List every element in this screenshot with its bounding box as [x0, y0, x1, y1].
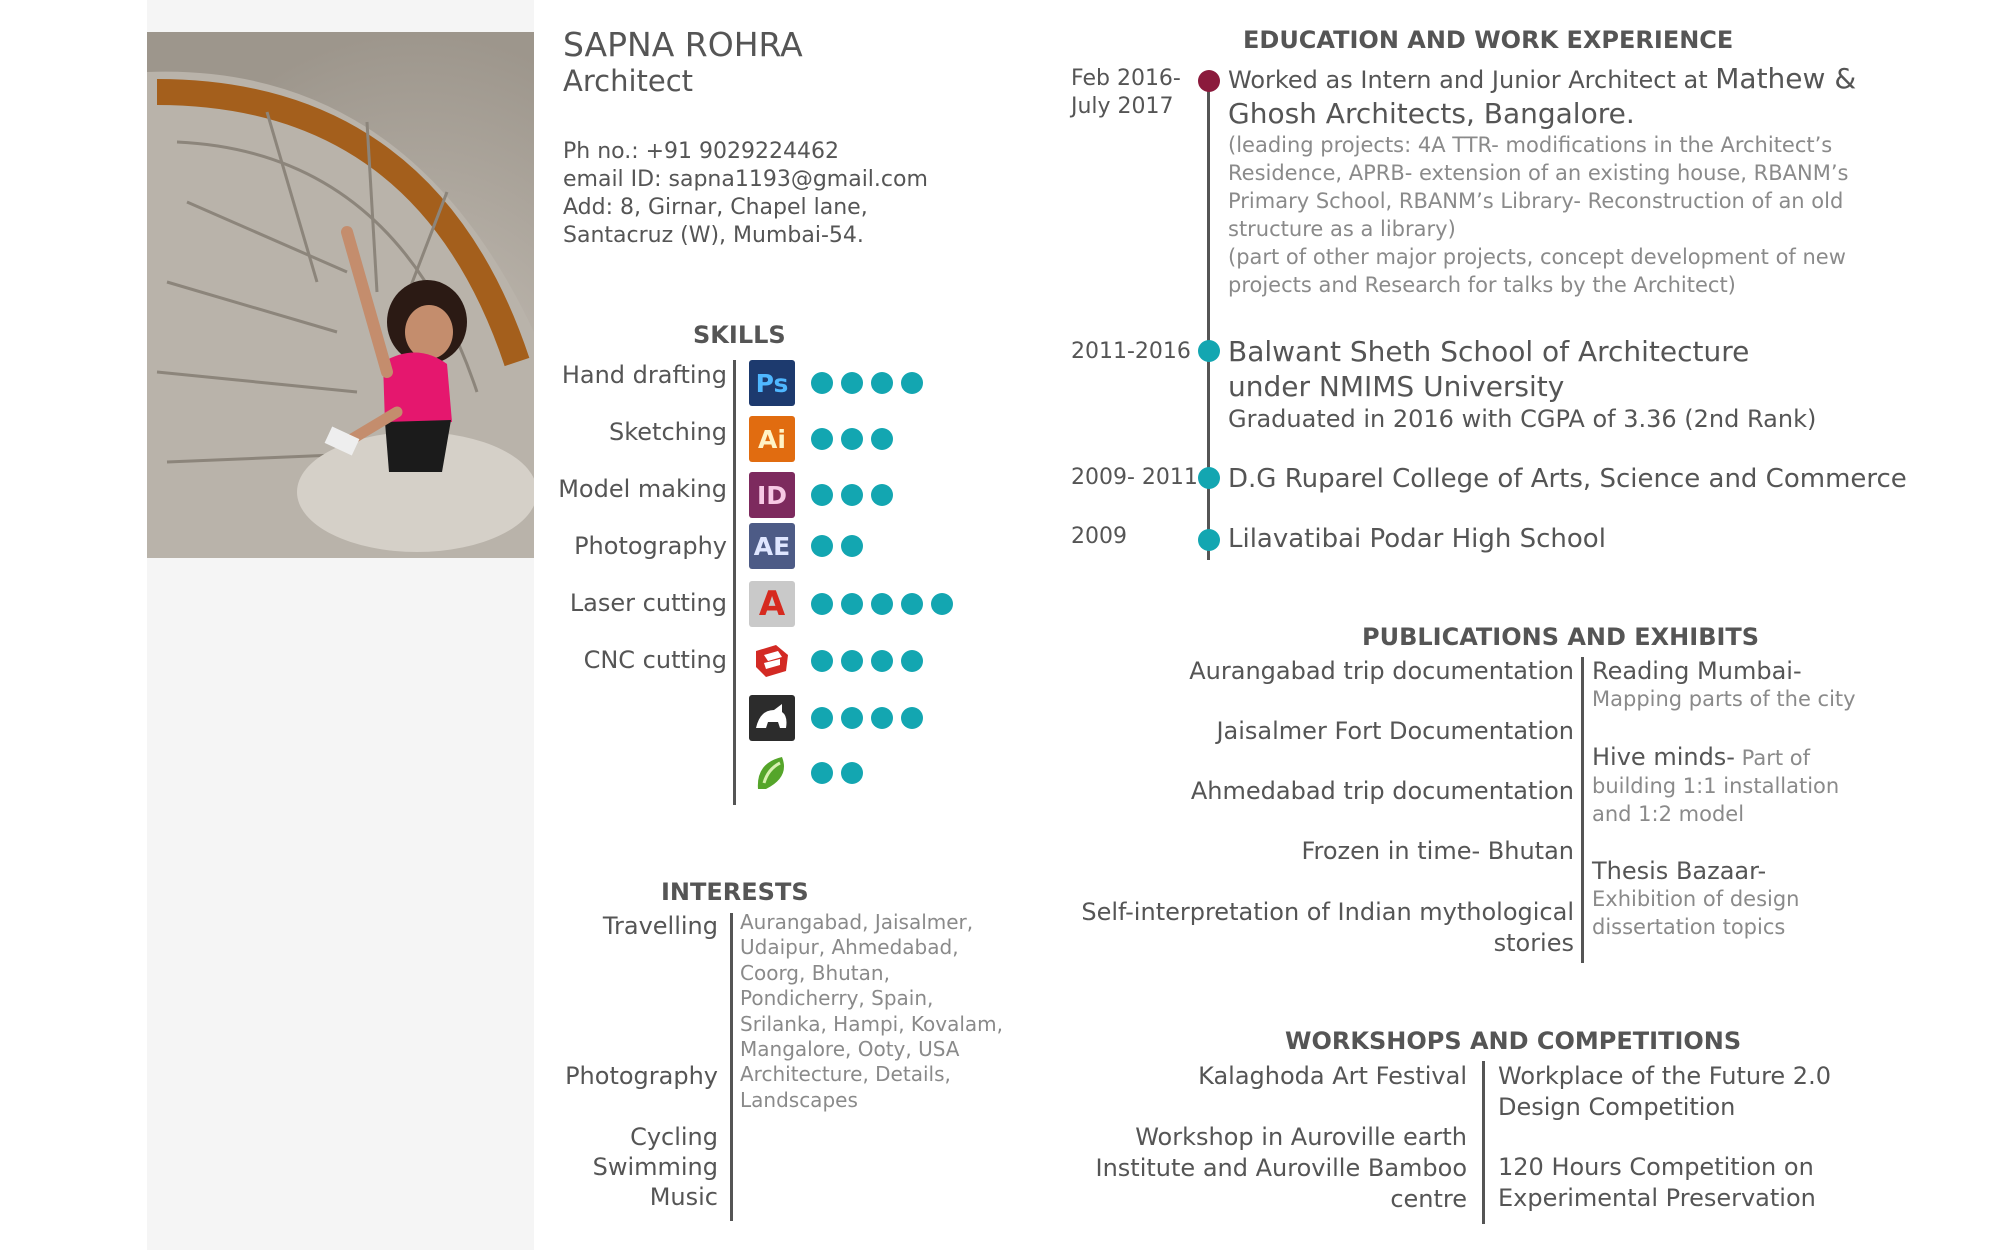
skill-sketching: Sketching — [609, 418, 727, 446]
bssa-detail: Graduated in 2016 with CGPA of 3.36 (2nd Rank) — [1228, 405, 1817, 433]
interest-music: Music — [649, 1183, 718, 1211]
travel-place-line: Udaipur, Ahmedabad, — [740, 935, 959, 960]
work-title-line2: Ghosh Architects, Bangalore. — [1228, 97, 1635, 130]
photography-topic-line: Architecture, Details, — [740, 1062, 951, 1087]
interest-details — [740, 910, 1003, 1113]
skill-rating-dot — [811, 484, 833, 506]
skill-model-making: Model making — [558, 475, 727, 503]
exhibit-subtitle: and 1:2 model — [1592, 802, 1745, 826]
candidate-name: SAPNA ROHRA — [563, 25, 803, 64]
pub-mythological-line2: stories — [1493, 929, 1574, 957]
exhibit-hive-minds — [1592, 743, 1839, 828]
work-title-prefix: Worked as Intern and Junior Architect at — [1228, 66, 1716, 94]
after-effects-icon: AE — [749, 523, 795, 569]
skills-divider — [733, 360, 736, 805]
skill-rating-dot — [901, 650, 923, 672]
bssa-title-line2: under NMIMS University — [1228, 370, 1565, 403]
skill-rating-dot — [811, 428, 833, 450]
workshop-auroville-line: Workshop in Auroville earth — [1135, 1123, 1467, 1151]
publications-heading: PUBLICATIONS AND EXHIBITS — [1362, 623, 1760, 651]
exhibit-title: Hive minds- — [1592, 743, 1735, 771]
exhibit-title: Reading Mumbai- — [1592, 657, 1802, 685]
workshop-kalaghoda: Kalaghoda Art Festival — [1198, 1062, 1467, 1090]
interest-others — [593, 1122, 718, 1212]
work-details — [1228, 131, 1848, 299]
interest-photography: Photography — [565, 1062, 718, 1090]
workshops-heading: WORKSHOPS AND COMPETITIONS — [1285, 1027, 1742, 1055]
ruparel-title: D.G Ruparel College of Arts, Science and Commerce — [1228, 464, 1907, 494]
competition-line: Experimental Preservation — [1498, 1184, 1816, 1212]
skill-rating-dot — [811, 650, 833, 672]
interest-swimming: Swimming — [592, 1153, 718, 1181]
skill-rating-dot — [901, 593, 923, 615]
travel-place-line: Pondicherry, Spain, — [740, 986, 934, 1011]
travel-place-line: Aurangabad, Jaisalmer, — [740, 910, 974, 934]
competition-line: Design Competition — [1498, 1093, 1736, 1121]
spiral-staircase-photo — [147, 32, 534, 558]
address-line-1: Add: 8, Girnar, Chapel lane, — [563, 195, 868, 220]
address-line-2: Santacruz (W), Mumbai-54. — [563, 223, 864, 248]
exhibit-subtitle: Exhibition of design — [1592, 887, 1800, 911]
date-ruparel: 2009- 2011 — [1071, 465, 1198, 490]
skill-rating-dot — [811, 535, 833, 557]
competition-workplace — [1498, 1061, 1831, 1123]
travel-place-line: Srilanka, Hampi, Kovalam, — [740, 1011, 1004, 1036]
photoshop-icon: Ps — [749, 360, 795, 406]
timeline-dot-ruparel — [1198, 467, 1220, 489]
pub-bhutan: Frozen in time- Bhutan — [1301, 837, 1574, 865]
skill-rating-dot — [841, 707, 863, 729]
date-bssa: 2011-2016 — [1071, 339, 1191, 364]
email-address: email ID: sapna1193@gmail.com — [563, 167, 928, 192]
skill-hand-drafting: Hand drafting — [561, 361, 727, 389]
skill-rating-dot — [811, 707, 833, 729]
interest-cycling: Cycling — [630, 1123, 718, 1151]
phone-number: Ph no.: +91 9029224462 — [563, 139, 840, 164]
pub-mythological-line1: Self-interpretation of Indian mythological — [1081, 898, 1574, 926]
work-detail-line: Residence, APRB- extension of an existing house, RBANM’s — [1228, 161, 1849, 185]
pub-mythological — [1081, 897, 1574, 959]
date-end: July 2017 — [1071, 94, 1174, 119]
work-detail-line: structure as a library) — [1228, 217, 1456, 241]
skill-rating-dot — [811, 372, 833, 394]
skill-rating-dot — [841, 650, 863, 672]
autocad-icon: A — [749, 581, 795, 627]
workshop-auroville — [1096, 1122, 1467, 1215]
exhibit-subtitle: building 1:1 installation — [1592, 774, 1840, 798]
sketchup-icon — [749, 638, 795, 684]
travel-place-line: Mangalore, Ooty, USA — [740, 1037, 960, 1062]
competition-line: Workplace of the Future 2.0 — [1498, 1062, 1831, 1090]
competition-120-hours — [1498, 1152, 1816, 1214]
exhibit-reading-mumbai — [1592, 657, 1856, 713]
skill-rating-dot — [901, 707, 923, 729]
skill-rating-dot — [841, 535, 863, 557]
timeline-dot-podar — [1198, 529, 1220, 551]
photography-topic-line: Landscapes — [740, 1087, 858, 1112]
skill-rating-dot — [871, 428, 893, 450]
work-detail-line: (part of other major projects, concept development of new — [1228, 245, 1846, 269]
exhibit-title-row — [1592, 743, 1839, 772]
ecotect-icon — [749, 750, 795, 796]
skill-rating-dot — [811, 762, 833, 784]
workshop-auroville-line: centre — [1390, 1185, 1467, 1213]
work-title — [1228, 61, 1856, 98]
skill-rating-dot — [871, 707, 893, 729]
pub-ahmedabad: Ahmedabad trip documentation — [1190, 777, 1574, 805]
interests-divider — [730, 913, 733, 1221]
skill-rating-dot — [841, 372, 863, 394]
timeline-dot-bssa — [1198, 340, 1220, 362]
work-detail-line: projects and Research for talks by the Architect) — [1228, 273, 1736, 297]
skill-rating-dot — [841, 593, 863, 615]
skill-rating-dot — [871, 484, 893, 506]
skill-rating-dot — [871, 650, 893, 672]
education-heading: EDUCATION AND WORK EXPERIENCE — [1243, 26, 1734, 54]
date-mathew-ghosh — [1071, 65, 1181, 121]
interests-heading: INTERESTS — [661, 878, 809, 906]
workshops-divider — [1482, 1061, 1485, 1224]
skills-heading: SKILLS — [693, 321, 786, 349]
skill-rating-dot — [871, 593, 893, 615]
interest-travelling: Travelling — [602, 912, 718, 940]
exhibit-subtitle: dissertation topics — [1592, 915, 1786, 939]
exhibit-title: Thesis Bazaar- — [1592, 857, 1767, 885]
contact-block — [563, 138, 928, 250]
skill-rating-dot — [811, 593, 833, 615]
work-title-firm: Mathew & — [1715, 62, 1857, 95]
date-start: Feb 2016- — [1071, 66, 1181, 91]
skill-cnc-cutting: CNC cutting — [583, 646, 727, 674]
skill-photography: Photography — [574, 532, 727, 560]
pub-aurangabad: Aurangabad trip documentation — [1189, 657, 1574, 685]
skill-rating-dot — [931, 593, 953, 615]
illustrator-icon: Ai — [749, 416, 795, 462]
travel-place-line: Coorg, Bhutan, — [740, 960, 890, 985]
profile-photo — [147, 32, 534, 558]
work-detail-line: (leading projects: 4A TTR- modifications in the Architect’s — [1228, 133, 1833, 157]
rhino-icon — [749, 695, 795, 741]
workshop-auroville-line: Institute and Auroville Bamboo — [1095, 1154, 1467, 1182]
exhibit-thesis-bazaar — [1592, 857, 1800, 941]
skill-rating-dot — [841, 762, 863, 784]
skill-rating-dot — [901, 372, 923, 394]
skill-rating-dot — [871, 372, 893, 394]
skill-laser-cutting: Laser cutting — [569, 589, 727, 617]
timeline-dot-work — [1198, 70, 1220, 92]
bssa-title-line1: Balwant Sheth School of Architecture — [1228, 335, 1750, 368]
work-detail-line: Primary School, RBANM’s Library- Reconstruction of an old — [1228, 189, 1844, 213]
date-podar: 2009 — [1071, 524, 1127, 549]
exhibit-subtitle-inline: Part of — [1734, 746, 1811, 770]
exhibit-subtitle: Mapping parts of the city — [1592, 687, 1856, 711]
indesign-icon: ID — [749, 472, 795, 518]
candidate-role: Architect — [563, 64, 694, 98]
skill-rating-dot — [841, 428, 863, 450]
pub-jaisalmer: Jaisalmer Fort Documentation — [1216, 717, 1574, 745]
publications-divider — [1581, 657, 1584, 963]
skill-rating-dot — [841, 484, 863, 506]
podar-title: Lilavatibai Podar High School — [1228, 524, 1606, 554]
competition-line: 120 Hours Competition on — [1498, 1153, 1814, 1181]
